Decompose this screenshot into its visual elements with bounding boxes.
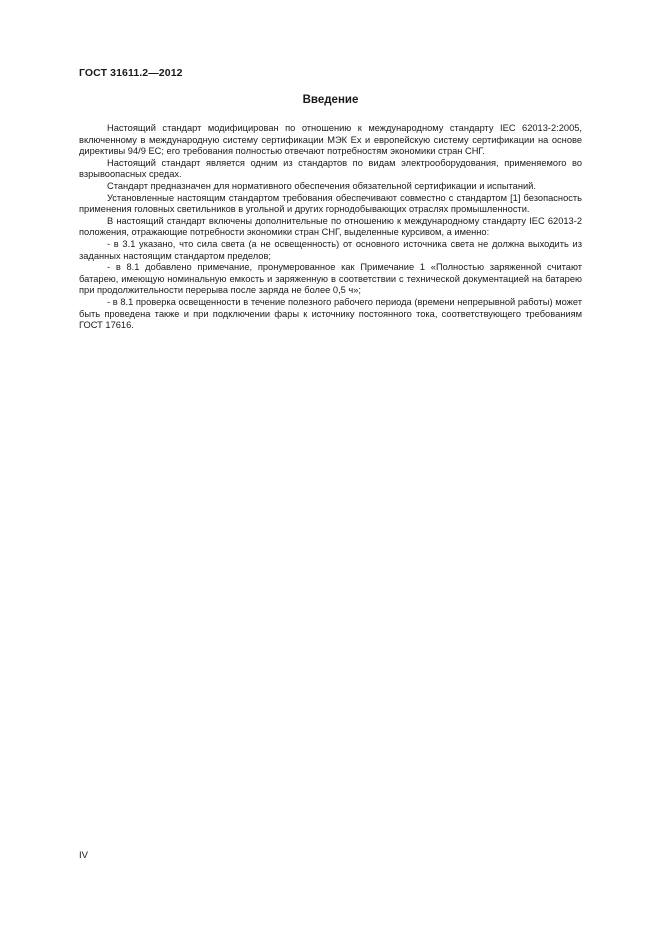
- paragraph-3: Стандарт предназначен для нормативного обеспечения обязательной сертификации и испытаний.: [107, 180, 536, 191]
- introduction-body: [79, 123, 582, 332]
- paragraph-2: Настоящий стандарт является одним из стандартов по видам электрооборудования, применяемого во взрывоопасных средах.: [79, 157, 582, 180]
- document-code: ГОСТ 31611.2—2012: [79, 67, 183, 79]
- paragraph-1: Настоящий стандарт модифицирован по отношению к международному стандарту IEC 62013-2:2005, включенному в международную систему сертификации МЭК Ex и европейскую систему сертификации на основе директивы 94/9 ЕС; его требования полностью отвечают потребностям экономики стран СНГ.: [79, 123, 582, 157]
- section-title: Введение: [302, 94, 359, 106]
- list-item-2: - в 8.1 добавлено примечание, пронумерованное как Примечание 1 «Полностью заряженной считают батарею, имеющую номинальную емкость и заряженную в соответствии с технической документацией на батарею при продолжительности перерыва после заряда не более 0,5 ч»;: [79, 262, 582, 296]
- paragraph-5: В настоящий стандарт включены дополнительные по отношению к международному стандарту IEC 62013-2 положения, отражающие потребности экономики стран СНГ, выделенные курсивом, а именно:: [79, 215, 582, 238]
- list-item-1: - в 3.1 указано, что сила света (а не освещенность) от основного источника света не должна выходить из заданных настоящим стандартом пределов;: [79, 238, 582, 261]
- page-number: IV: [79, 850, 88, 861]
- paragraph-4: Установленные настоящим стандартом требования обеспечивают совместно с стандартом [1] безопасность применения головных светильников в угольной и других горнодобывающих отраслях промышленности.: [79, 192, 582, 215]
- list-item-3: - в 8.1 проверка освещенности в течение полезного рабочего периода (времени непрерывной работы) может быть проведена также и при подключении фары к источнику постоянного тока, соответствующего требованиям ГОСТ 17616.: [79, 296, 582, 331]
